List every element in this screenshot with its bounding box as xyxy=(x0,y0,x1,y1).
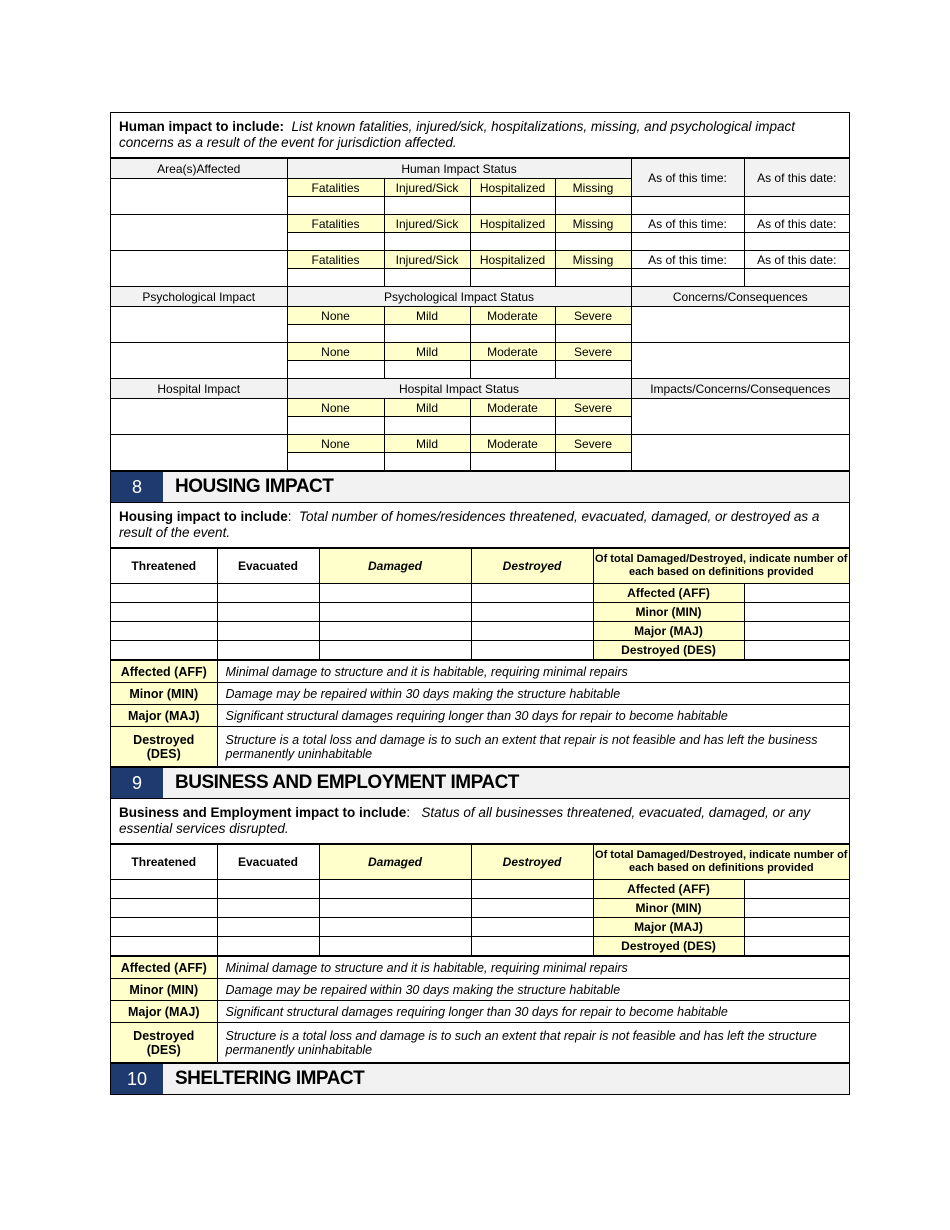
category-destroyed: Destroyed (DES) xyxy=(593,937,744,956)
damaged-header: Damaged xyxy=(319,845,471,880)
evacuated-input[interactable] xyxy=(217,641,319,660)
hospital-impact-header: Hospital Impact xyxy=(111,379,287,399)
level-none: None xyxy=(287,307,384,325)
section-10-title: SHELTERING IMPACT xyxy=(175,1068,365,1089)
evacuated-input[interactable] xyxy=(217,918,319,937)
human-impact-intro-label: Human impact to include: xyxy=(119,119,285,134)
hospitalized-input[interactable] xyxy=(470,269,555,287)
level-severe-input[interactable] xyxy=(555,417,631,435)
injured-input[interactable] xyxy=(384,269,470,287)
level-severe: Severe xyxy=(555,399,631,417)
damaged-input[interactable] xyxy=(319,937,471,956)
definition-text: Minimal damage to structure and it is habitable, requiring minimal repairs xyxy=(217,957,849,979)
definition-text: Structure is a total loss and damage is to such an extent that repair is not feasible and has left the business permanently uninhabitable xyxy=(217,727,849,767)
level-mild: Mild xyxy=(384,343,470,361)
level-mild-input[interactable] xyxy=(384,361,470,379)
level-mild: Mild xyxy=(384,435,470,453)
hospitalized-label: Hospitalized xyxy=(470,251,555,269)
injured-input[interactable] xyxy=(384,197,470,215)
business-impact-intro: Business and Employment impact to include: Status of all businesses threatened, evacuated, damaged, or any essential services disrupted. xyxy=(111,799,849,844)
as-of-time-label: As of this time: xyxy=(631,215,744,233)
level-severe-input[interactable] xyxy=(555,453,631,471)
level-none: None xyxy=(287,343,384,361)
level-none-input[interactable] xyxy=(287,325,384,343)
level-moderate-input[interactable] xyxy=(470,453,555,471)
section-8-header xyxy=(111,471,849,503)
fatalities-input[interactable] xyxy=(287,233,384,251)
evacuated-input[interactable] xyxy=(217,937,319,956)
category-major: Major (MAJ) xyxy=(593,918,744,937)
injured-input[interactable] xyxy=(384,233,470,251)
area-input[interactable] xyxy=(111,179,287,215)
evacuated-input[interactable] xyxy=(217,584,319,603)
damage-definitions-note: Of total Damaged/Destroyed, indicate number of each based on definitions provided xyxy=(593,845,849,880)
definition-text: Damage may be repaired within 30 days making the structure habitable xyxy=(217,979,849,1001)
threatened-input[interactable] xyxy=(111,937,217,956)
category-affected: Affected (AFF) xyxy=(593,880,744,899)
level-none-input[interactable] xyxy=(287,417,384,435)
missing-label: Missing xyxy=(555,215,631,233)
level-severe: Severe xyxy=(555,307,631,325)
as-of-date-label: As of this date: xyxy=(744,215,849,233)
as-of-time-header: As of this time: xyxy=(631,159,744,197)
level-mild-input[interactable] xyxy=(384,417,470,435)
level-moderate-input[interactable] xyxy=(470,361,555,379)
threatened-header: Threatened xyxy=(111,549,217,584)
hospitalized-input[interactable] xyxy=(470,197,555,215)
psych-impact-header: Psychological Impact xyxy=(111,287,287,307)
date-input[interactable] xyxy=(744,197,849,215)
hospital-area-input[interactable] xyxy=(111,399,287,435)
section-9-number: 9 xyxy=(111,768,163,798)
missing-input[interactable] xyxy=(555,233,631,251)
fatalities-label: Fatalities xyxy=(287,251,384,269)
hospitalized-label: Hospitalized xyxy=(470,215,555,233)
as-of-date-header: As of this date: xyxy=(744,159,849,197)
definition-label: Major (MAJ) xyxy=(111,705,217,727)
threatened-input[interactable] xyxy=(111,584,217,603)
level-mild: Mild xyxy=(384,307,470,325)
damaged-header: Damaged xyxy=(319,549,471,584)
definition-text: Structure is a total loss and damage is to such an extent that repair is not feasible and has left the structure permanently uninhabitable xyxy=(217,1023,849,1063)
hospitalized-label: Hospitalized xyxy=(470,179,555,197)
business-intro-text: Status of all businesses threatened, evacuated, damaged, or any essential services disrupted. xyxy=(119,805,811,836)
psych-status-header: Psychological Impact Status xyxy=(287,287,631,307)
evacuated-input[interactable] xyxy=(217,880,319,899)
psych-concerns-input[interactable] xyxy=(631,343,849,379)
definition-label: Minor (MIN) xyxy=(111,683,217,705)
business-intro-label: Business and Employment impact to include xyxy=(119,805,407,820)
damaged-input[interactable] xyxy=(319,622,471,641)
destroyed-input[interactable] xyxy=(471,880,593,899)
human-impact-intro xyxy=(111,113,849,158)
definition-label: Affected (AFF) xyxy=(111,957,217,979)
destroyed-input[interactable] xyxy=(471,622,593,641)
level-moderate: Moderate xyxy=(470,343,555,361)
destroyed-header: Destroyed xyxy=(471,845,593,880)
hospital-area-input[interactable] xyxy=(111,435,287,471)
damaged-input[interactable] xyxy=(319,584,471,603)
level-moderate: Moderate xyxy=(470,399,555,417)
definition-label: Destroyed (DES) xyxy=(111,727,217,767)
hospital-concerns-input[interactable] xyxy=(631,399,849,435)
category-major-input[interactable] xyxy=(744,622,849,641)
psych-concerns-input[interactable] xyxy=(631,307,849,343)
date-input[interactable] xyxy=(744,269,849,287)
housing-impact-intro: Housing impact to include: Total number of homes/residences threatened, evacuated, damaged, or destroyed as a result of the event. xyxy=(111,503,849,548)
damaged-input[interactable] xyxy=(319,641,471,660)
evacuated-header: Evacuated xyxy=(217,549,319,584)
time-input[interactable] xyxy=(631,197,744,215)
area-input[interactable] xyxy=(111,251,287,287)
human-impact-intro-text: List known fatalities, injured/sick, hospitalizations, missing, and psychological impact concerns as a result of the event for jurisdiction affected. xyxy=(119,119,796,150)
damaged-input[interactable] xyxy=(319,880,471,899)
area-input[interactable] xyxy=(111,215,287,251)
category-minor: Minor (MIN) xyxy=(593,603,744,622)
missing-label: Missing xyxy=(555,251,631,269)
threatened-input[interactable] xyxy=(111,918,217,937)
destroyed-input[interactable] xyxy=(471,918,593,937)
section-9-header xyxy=(111,767,849,799)
level-moderate: Moderate xyxy=(470,307,555,325)
definition-label: Affected (AFF) xyxy=(111,661,217,683)
category-minor: Minor (MIN) xyxy=(593,899,744,918)
evacuated-input[interactable] xyxy=(217,899,319,918)
destroyed-input[interactable] xyxy=(471,641,593,660)
threatened-header: Threatened xyxy=(111,845,217,880)
psych-concerns-header: Concerns/Consequences xyxy=(631,287,849,307)
missing-input[interactable] xyxy=(555,269,631,287)
damage-definitions-note: Of total Damaged/Destroyed, indicate number of each based on definitions provided xyxy=(593,549,849,584)
housing-intro-text: Total number of homes/residences threatened, evacuated, damaged, or destroyed as a result of the event. xyxy=(119,509,820,540)
missing-input[interactable] xyxy=(555,197,631,215)
hospital-concerns-header: Impacts/Concerns/Consequences xyxy=(631,379,849,399)
destroyed-input[interactable] xyxy=(471,937,593,956)
threatened-input[interactable] xyxy=(111,641,217,660)
injured-label: Injured/Sick xyxy=(384,215,470,233)
human-impact-table xyxy=(111,158,849,471)
destroyed-input[interactable] xyxy=(471,584,593,603)
level-severe: Severe xyxy=(555,435,631,453)
threatened-input[interactable] xyxy=(111,880,217,899)
destroyed-header: Destroyed xyxy=(471,549,593,584)
section-8-title: HOUSING IMPACT xyxy=(175,476,334,497)
category-affected: Affected (AFF) xyxy=(593,584,744,603)
level-none: None xyxy=(287,435,384,453)
injured-label: Injured/Sick xyxy=(384,251,470,269)
psych-area-input[interactable] xyxy=(111,343,287,379)
definition-label: Destroyed (DES) xyxy=(111,1023,217,1063)
section-10-number: 10 xyxy=(111,1064,163,1094)
section-10-header xyxy=(111,1063,849,1095)
fatalities-label: Fatalities xyxy=(287,215,384,233)
destroyed-input[interactable] xyxy=(471,899,593,918)
level-none-input[interactable] xyxy=(287,453,384,471)
threatened-input[interactable] xyxy=(111,899,217,918)
definition-text: Significant structural damages requiring longer than 30 days for repair to become habitable xyxy=(217,1001,849,1023)
definition-text: Minimal damage to structure and it is habitable, requiring minimal repairs xyxy=(217,661,849,683)
evacuated-header: Evacuated xyxy=(217,845,319,880)
level-mild-input[interactable] xyxy=(384,453,470,471)
psych-area-input[interactable] xyxy=(111,307,287,343)
housing-intro-label: Housing impact to include xyxy=(119,509,288,524)
level-moderate-input[interactable] xyxy=(470,417,555,435)
category-minor-input[interactable] xyxy=(744,899,849,918)
level-mild-input[interactable] xyxy=(384,325,470,343)
level-none-input[interactable] xyxy=(287,361,384,379)
hospitalized-input[interactable] xyxy=(470,233,555,251)
category-major: Major (MAJ) xyxy=(593,622,744,641)
missing-label: Missing xyxy=(555,179,631,197)
level-severe-input[interactable] xyxy=(555,361,631,379)
category-destroyed-input[interactable] xyxy=(744,641,849,660)
definition-text: Damage may be repaired within 30 days making the structure habitable xyxy=(217,683,849,705)
evacuated-input[interactable] xyxy=(217,603,319,622)
damaged-input[interactable] xyxy=(319,899,471,918)
time-input[interactable] xyxy=(631,269,744,287)
fatalities-label: Fatalities xyxy=(287,179,384,197)
time-input[interactable] xyxy=(631,233,744,251)
human-impact-status-header: Human Impact Status xyxy=(287,159,631,179)
level-severe-input[interactable] xyxy=(555,325,631,343)
level-none: None xyxy=(287,399,384,417)
hospital-concerns-input[interactable] xyxy=(631,435,849,471)
category-minor-input[interactable] xyxy=(744,603,849,622)
business-impact-table xyxy=(111,844,849,956)
evacuated-input[interactable] xyxy=(217,622,319,641)
threatened-input[interactable] xyxy=(111,622,217,641)
category-major-input[interactable] xyxy=(744,918,849,937)
category-destroyed-input[interactable] xyxy=(744,937,849,956)
impact-report-form xyxy=(110,112,850,1095)
as-of-date-label: As of this date: xyxy=(744,251,849,269)
damaged-input[interactable] xyxy=(319,603,471,622)
damaged-input[interactable] xyxy=(319,918,471,937)
fatalities-input[interactable] xyxy=(287,269,384,287)
definition-label: Major (MAJ) xyxy=(111,1001,217,1023)
definition-text: Significant structural damages requiring longer than 30 days for repair to become habitable xyxy=(217,705,849,727)
level-mild: Mild xyxy=(384,399,470,417)
section-8-number: 8 xyxy=(111,472,163,502)
destroyed-input[interactable] xyxy=(471,603,593,622)
category-destroyed: Destroyed (DES) xyxy=(593,641,744,660)
definition-label: Minor (MIN) xyxy=(111,979,217,1001)
category-affected-input[interactable] xyxy=(744,584,849,603)
threatened-input[interactable] xyxy=(111,603,217,622)
level-moderate: Moderate xyxy=(470,435,555,453)
level-moderate-input[interactable] xyxy=(470,325,555,343)
business-definitions-table xyxy=(111,956,849,1063)
fatalities-input[interactable] xyxy=(287,197,384,215)
category-affected-input[interactable] xyxy=(744,880,849,899)
housing-definitions-table xyxy=(111,660,849,767)
area-affected-header: Area(s)Affected xyxy=(111,159,287,179)
injured-label: Injured/Sick xyxy=(384,179,470,197)
section-9-title: BUSINESS AND EMPLOYMENT IMPACT xyxy=(175,772,519,793)
level-severe: Severe xyxy=(555,343,631,361)
as-of-time-label: As of this time: xyxy=(631,251,744,269)
hospital-status-header: Hospital Impact Status xyxy=(287,379,631,399)
housing-impact-table xyxy=(111,548,849,660)
date-input[interactable] xyxy=(744,233,849,251)
